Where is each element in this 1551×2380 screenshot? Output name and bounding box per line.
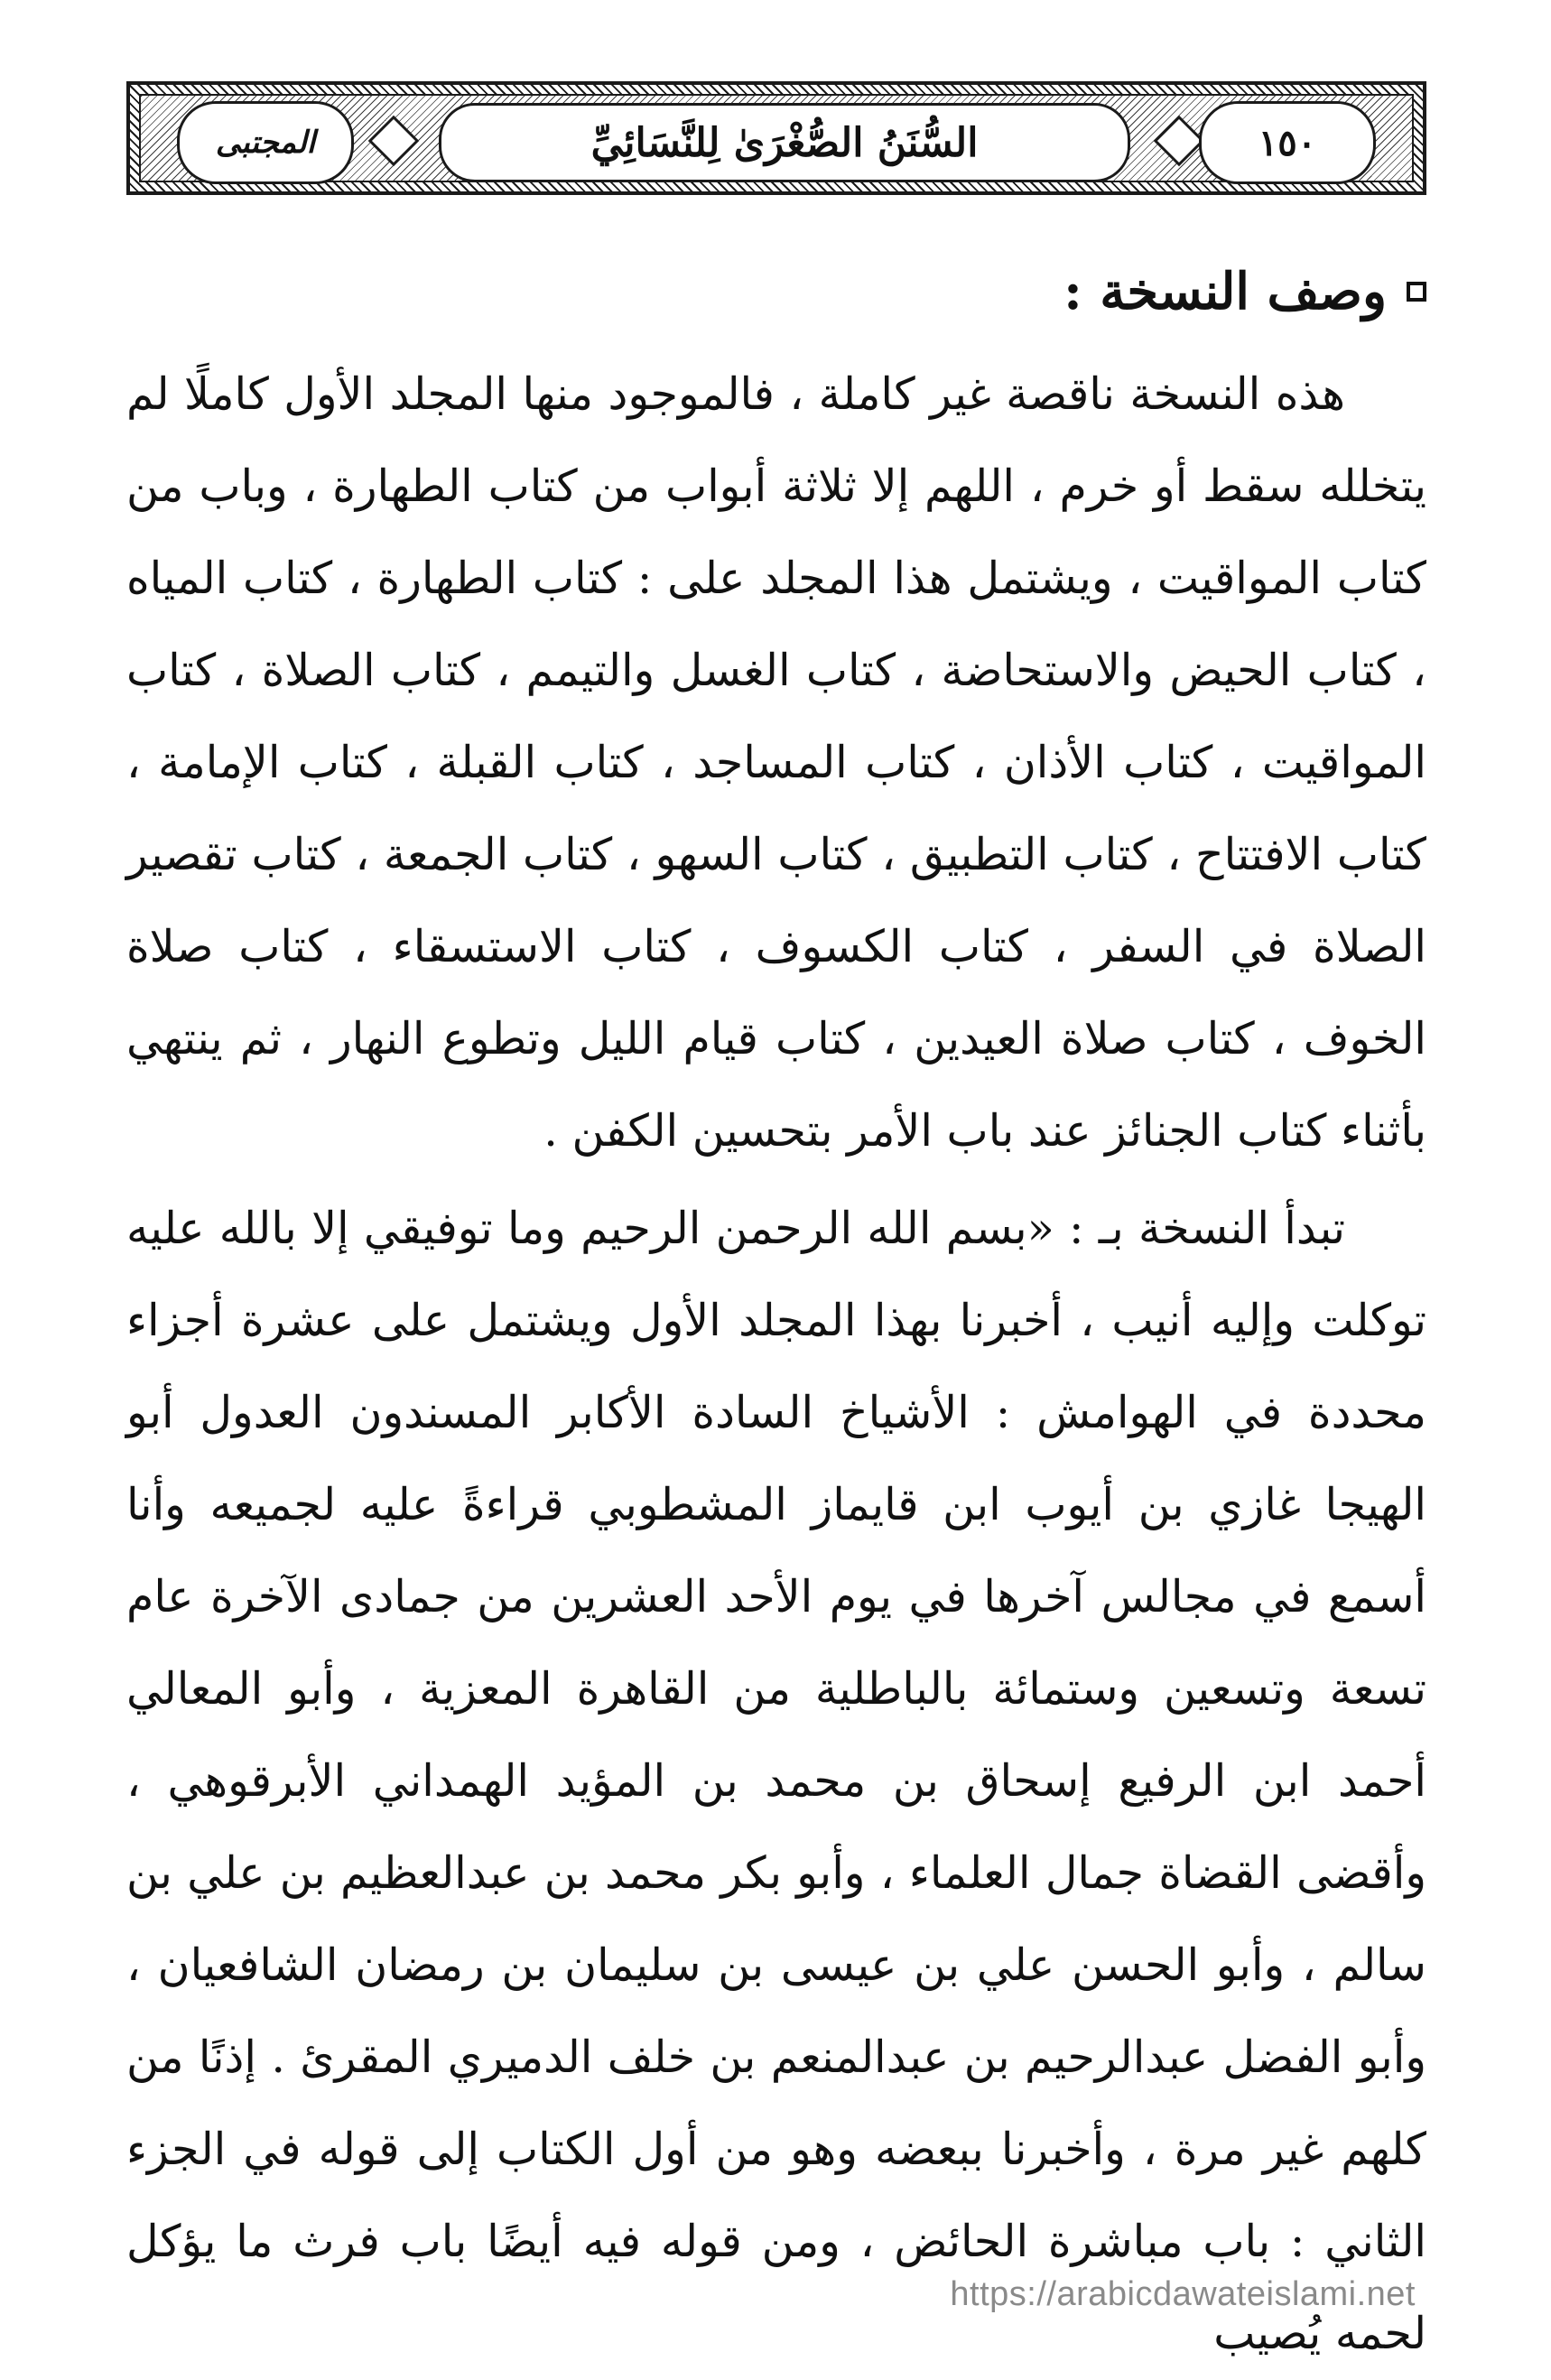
paragraph: تبدأ النسخة بـ : «بسم الله الرحمن الرحيم وما توفيقي إلا بالله عليه توكلت وإليه أنيب ، أخبرنا بهذا المجلد الأول ويشتمل على عشرة أجزاء محددة في الهوامش : الأشياخ السادة الأكابر المسندون العدول أبو الهيجا غازي بن أيوب ابن قايماز المشطوبي قراءةً عليه لجميعه وأنا أسمع في مجالس آخرها في يوم الأحد العشرين من جمادى الآخرة عام تسعة وتسعين وستمائة بالباطلية من القاهرة المعزية ، وأبو المعالي أحمد ابن الرفيع إسحاق بن محمد بن المؤيد الهمداني الأبرقوهي ، وأقضى القضاة جمال العلماء ، وأبو بكر محمد بن عبدالعظيم بن علي بن سالم ، وأبو الحسن علي بن عيسى بن سليمان بن رمضان الشافعيان ، وأبو الفضل عبدالرحيم بن عبدالمنعم بن خلف الدميري المقرئ . إذنًا من كلهم غير مرة ، وأخبرنا ببعضه وهو من أول الكتاب إلى قوله في الجزء الثاني : باب مباشرة الحائض ، ومن قوله فيه أيضًا باب فرث ما يؤكل لحمه يُصيب <box>126 1203 1426 2359</box>
header-frame <box>139 94 1414 182</box>
section-heading <box>126 262 1426 321</box>
book-title: السُّنَنُ الصُّغْرَىٰ لِلنَّسَائِيِّ <box>590 119 979 166</box>
section-heading-text: وصف النسخة : <box>1063 262 1387 321</box>
book-badge-text: المجتبى <box>215 125 316 161</box>
header-ornament <box>368 116 420 167</box>
square-bullet-icon <box>1407 282 1426 302</box>
title-cartouche <box>439 103 1130 182</box>
paragraph: هذه النسخة ناقصة غير كاملة ، فالموجود منها المجلد الأول كاملًا لم يتخلله سقط أو خرم ، اللهم إلا ثلاثة أبواب من كتاب الطهارة ، وباب من كتاب المواقيت ، ويشتمل هذا المجلد على : كتاب الطهارة ، كتاب المياه ، كتاب الحيض والاستحاضة ، كتاب الغسل والتيمم ، كتاب الصلاة ، كتاب المواقيت ، كتاب الأذان ، كتاب المساجد ، كتاب القبلة ، كتاب الإمامة ، كتاب الافتتاح ، كتاب التطبيق ، كتاب السهو ، كتاب الجمعة ، كتاب تقصير الصلاة في السفر ، كتاب الكسوف ، كتاب الاستسقاء ، كتاب صلاة الخوف ، كتاب صلاة العيدين ، كتاب قيام الليل وتطوع النهار ، ثم ينتهي بأثناء كتاب الجنائز عند باب الأمر بتحسين الكفن . <box>126 368 1426 1157</box>
page-content <box>126 262 1426 2380</box>
page-header <box>126 81 1426 195</box>
watermark-url: https://arabicdawateislami.net <box>950 2275 1416 2313</box>
header-ornament <box>1154 116 1205 167</box>
page-number: ١٥٠ <box>1258 121 1317 164</box>
page-number-badge <box>1199 101 1376 184</box>
book-badge <box>177 101 354 184</box>
